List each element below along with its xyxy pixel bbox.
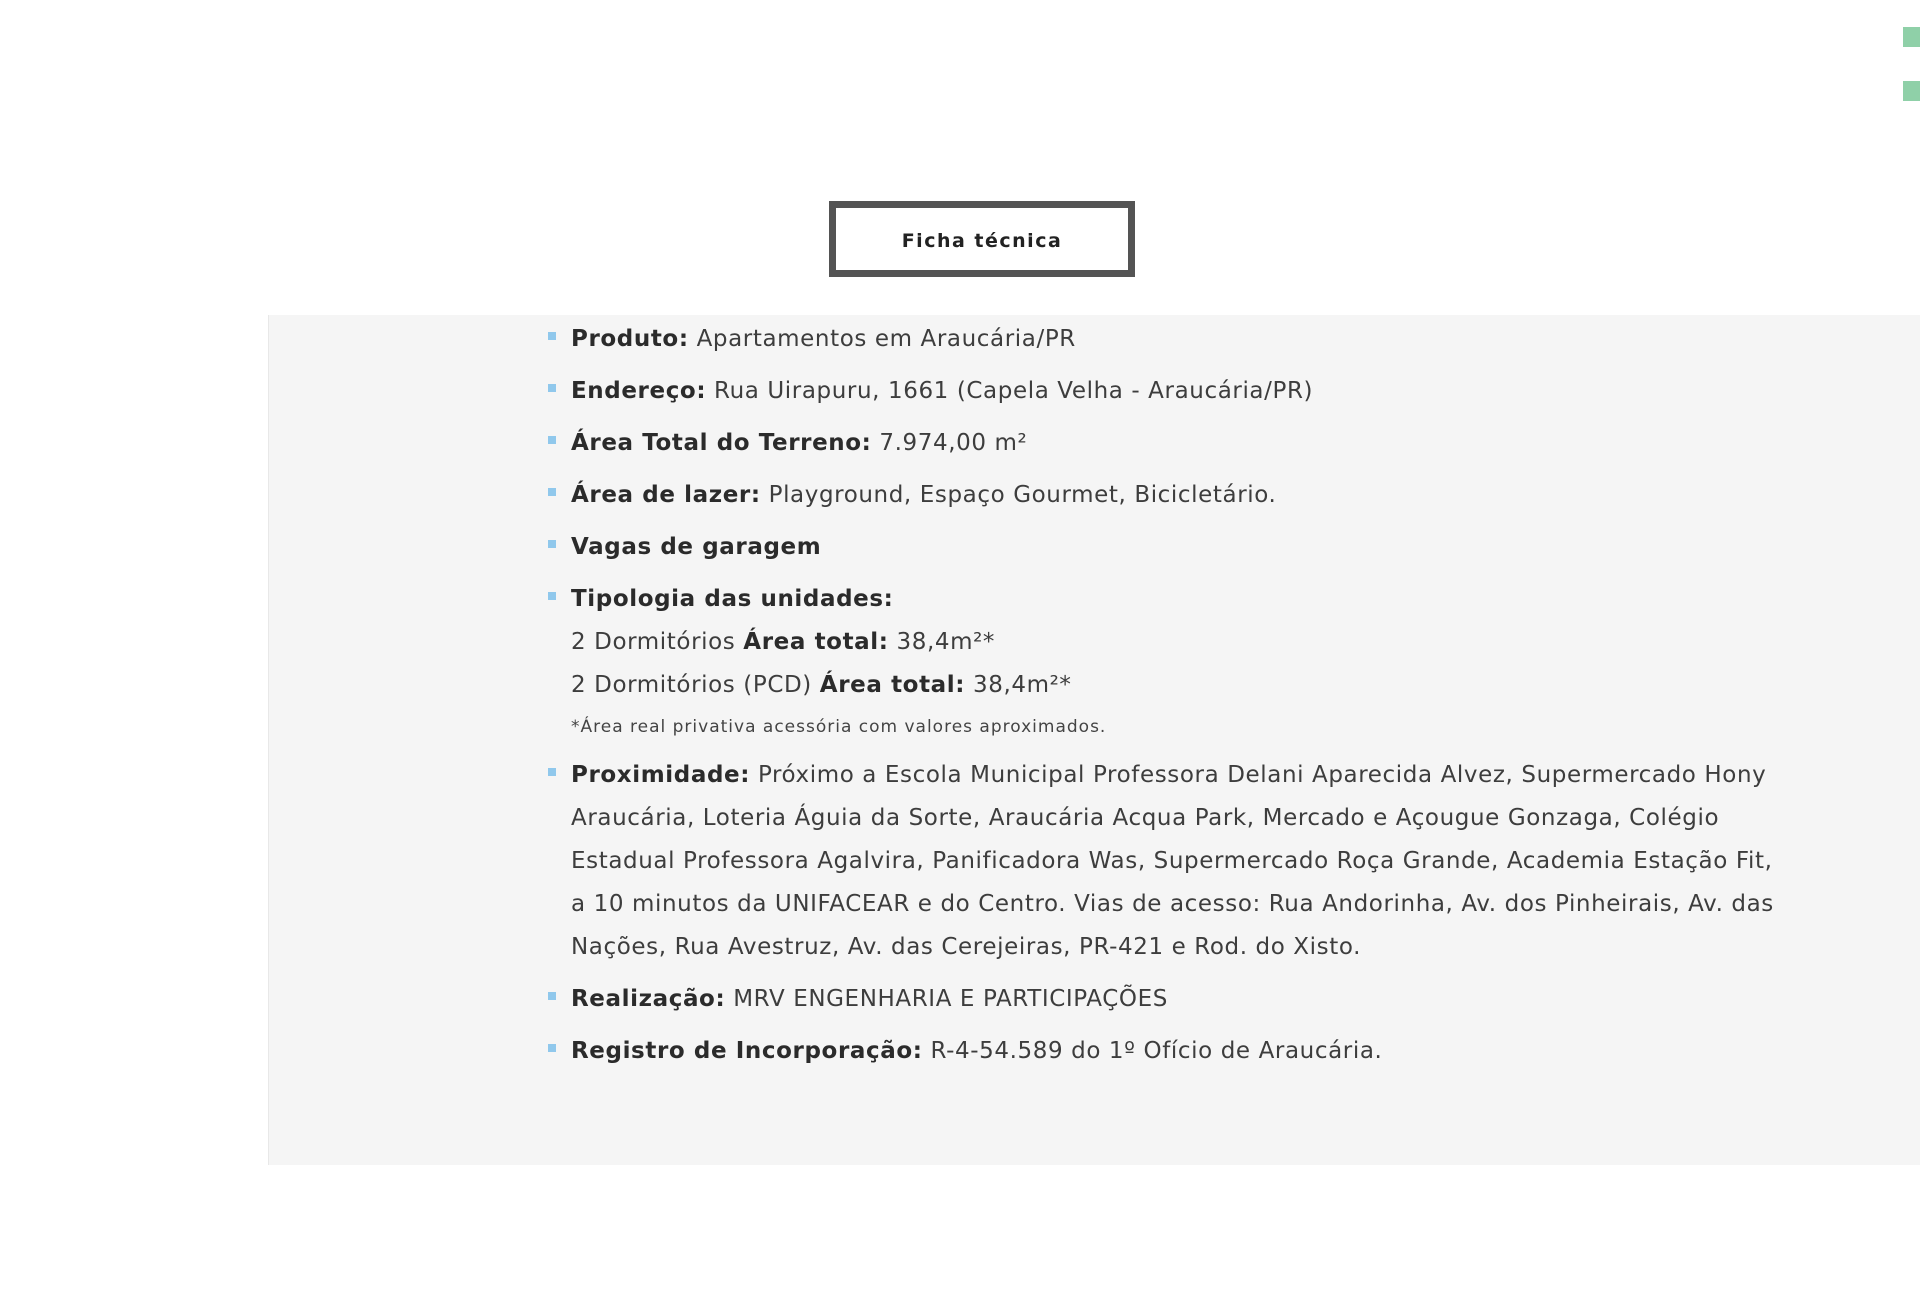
bullet-icon bbox=[548, 436, 556, 444]
spec-list bbox=[548, 318, 1778, 1082]
spec-label: Registro de Incorporação: bbox=[571, 1038, 923, 1064]
bullet-icon bbox=[548, 992, 556, 1000]
spec-value: Playground, Espaço Gourmet, Bicicletário. bbox=[768, 482, 1277, 508]
spec-item-endereco bbox=[548, 370, 1778, 413]
spec-item-produto bbox=[548, 318, 1778, 361]
side-marker-bottom[interactable] bbox=[1903, 81, 1920, 101]
unit-line bbox=[571, 664, 1778, 707]
bullet-icon bbox=[548, 592, 556, 600]
spec-item-area-lazer bbox=[548, 474, 1778, 517]
area-note: *Área real privativa acessória com valores aproximados. bbox=[571, 717, 1107, 737]
bullet-icon bbox=[548, 384, 556, 392]
spec-label: Tipologia das unidades: bbox=[571, 586, 894, 612]
unit-area-label: Área total: bbox=[743, 629, 889, 655]
spec-item-tipologia bbox=[548, 578, 1778, 747]
spec-value: Próximo a Escola Municipal Professora Delani Aparecida Alvez, Supermercado Hony Araucária, Loteria Águia da Sorte, Araucária Acqua Park, Mercado e Açougue Gonzaga, Colégio Estadual Professora Agalvira, Panificadora Was, Supermercado Roça Grande, Academia Estação Fit, a 10 minutos da UNIFACEAR e do Centro. Vias de acesso: Rua Andorinha, Av. dos Pinheirais, Av. das Nações, Rua Avestruz, Av. das Cerejeiras, PR-421 e Rod. do Xisto. bbox=[571, 762, 1774, 960]
spec-item-realizacao bbox=[548, 978, 1778, 1021]
spec-label: Produto: bbox=[571, 326, 689, 352]
spec-value: 7.974,00 m² bbox=[879, 430, 1028, 456]
spec-label: Proximidade: bbox=[571, 762, 751, 788]
spec-item-vagas bbox=[548, 526, 1778, 569]
bullet-icon bbox=[548, 1044, 556, 1052]
bullet-icon bbox=[548, 768, 556, 776]
unit-area-value: 38,4m²* bbox=[896, 629, 996, 655]
tab-ficha-tecnica-label: Ficha técnica bbox=[901, 230, 1063, 252]
spec-value: MRV ENGENHARIA E PARTICIPAÇÕES bbox=[733, 986, 1168, 1012]
unit-line bbox=[571, 621, 1778, 664]
unit-area-value: 38,4m²* bbox=[972, 672, 1072, 698]
spec-label: Vagas de garagem bbox=[571, 534, 822, 560]
side-marker-top[interactable] bbox=[1903, 27, 1920, 47]
spec-label: Área de lazer: bbox=[571, 482, 761, 508]
spec-label: Área Total do Terreno: bbox=[571, 430, 872, 456]
spec-item-registro bbox=[548, 1030, 1778, 1073]
spec-item-area-total bbox=[548, 422, 1778, 465]
spec-item-proximidade bbox=[548, 754, 1778, 969]
spec-value: Apartamentos em Araucária/PR bbox=[696, 326, 1076, 352]
spec-label: Endereço: bbox=[571, 378, 707, 404]
tab-ficha-tecnica[interactable] bbox=[829, 201, 1135, 277]
unit-name: 2 Dormitórios bbox=[571, 629, 736, 655]
spec-value: Rua Uirapuru, 1661 (Capela Velha - Araucária/PR) bbox=[714, 378, 1314, 404]
unit-name: 2 Dormitórios (PCD) bbox=[571, 672, 812, 698]
bullet-icon bbox=[548, 540, 556, 548]
bullet-icon bbox=[548, 332, 556, 340]
unit-area-label: Área total: bbox=[819, 672, 966, 698]
spec-label: Realização: bbox=[571, 986, 726, 1012]
spec-value: R-4-54.589 do 1º Ofício de Araucária. bbox=[930, 1038, 1383, 1064]
bullet-icon bbox=[548, 488, 556, 496]
